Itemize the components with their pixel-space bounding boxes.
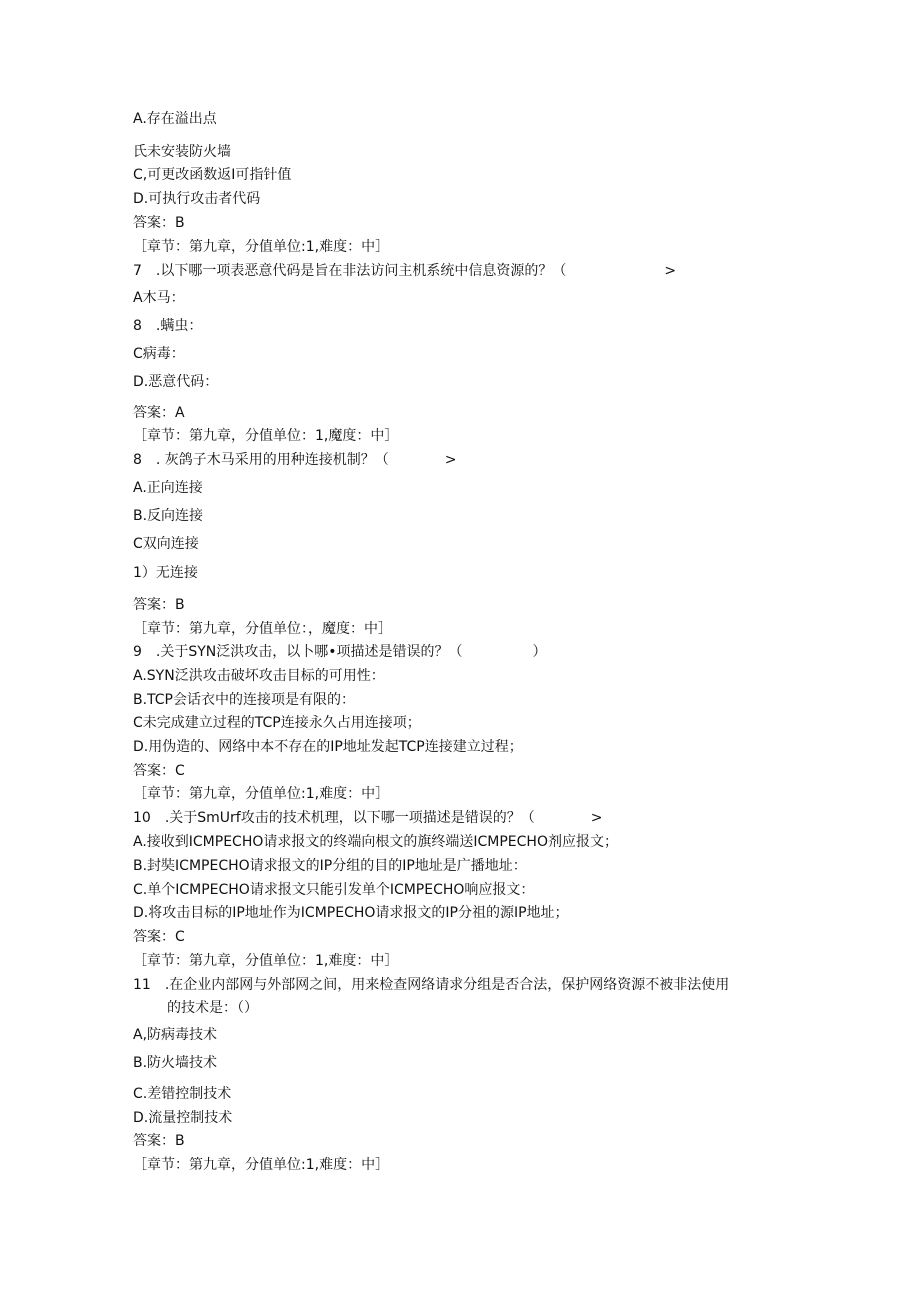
option-d-q11: D.流量控制技术 <box>133 1110 233 1126</box>
option-c-q10: C.单个ICMPECHO请求报文只能引发单个ICMPECHO响应报文： <box>133 882 535 898</box>
option-d-q10: D.将攻击目标的IP地址作为ICMPECHO请求报文的IP分祖的源IP地址； <box>133 905 569 921</box>
option-d-q6: D.可执行攻击者代码 <box>133 191 261 207</box>
option-b-q6: 氏未安装防火墙 <box>133 144 231 160</box>
option-b-q10: B.封奘ICMPECHO请求报文的IP分组的目的IP地址是广播地址： <box>133 858 527 874</box>
option-d-q7: D.恶意代码： <box>133 374 219 390</box>
meta-q6: ［章节：第九章，分值单位:1,难度：中］ <box>133 239 390 255</box>
meta-q10: ［章节：第九章，分值单位：1,难度：中］ <box>133 953 399 969</box>
meta-q8: ［章节：第九章，分值单位：，魔度：中］ <box>133 621 392 637</box>
question-11: 11 .在企业内部网与外部网之间，用来检查网络请求分组是否合法，保护网络资源不被非法使用 <box>133 977 730 993</box>
option-c-q6: C,可更改函数返I可指针值 <box>133 167 292 183</box>
option-a-q11: A,防病毒技术 <box>133 1027 218 1043</box>
option-b-q8: B.反向连接 <box>133 508 204 524</box>
answer-q6: 答案：B <box>133 215 185 231</box>
answer-q10: 答案：C <box>133 929 185 945</box>
option-a-q7: A木马： <box>133 290 185 306</box>
option-b-q11: B.防火墙技术 <box>133 1055 218 1071</box>
question-9: 9 .关于SYN泛洪攻击，以卜哪•项描述是错误的？（ ） <box>133 644 547 660</box>
meta-q7: ［章节：第九章，分值单位：1,魔度：中］ <box>133 428 399 444</box>
option-a-q6: A.存在溢出点 <box>133 111 217 127</box>
answer-q8: 答案：B <box>133 597 185 613</box>
option-d-q8: 1）无连接 <box>133 565 198 581</box>
option-c-q9: C未完成建立过程的TCP连接永久占用连接项； <box>133 715 421 731</box>
question-7: 7 .以下哪一项表恶意代码是旨在非法访问主机系统中信息资源的？（ > <box>133 263 677 279</box>
option-a-q9: A.SYN泛洪攻击破坏攻击目标的可用性： <box>133 668 385 684</box>
question-10: 10 .关于SmUrf攻击的技术机理，以下哪一项描述是错误的？（ > <box>133 810 603 826</box>
answer-q9: 答案：C <box>133 763 185 779</box>
option-a-q8: A.正向连接 <box>133 480 203 496</box>
option-d-q9: D.用伪造的、网络中本不存在的IP地址发起TCP连接建立过程； <box>133 739 523 755</box>
option-c-q7: C病毒： <box>133 346 185 362</box>
meta-q9: ［章节：第九章，分值单位:1,难度：中］ <box>133 786 390 802</box>
option-c-q8: C双向连接 <box>133 536 199 552</box>
answer-q7: 答案：A <box>133 405 185 421</box>
option-a-q10: A.接收到ICMPECHO请求报文的终端向根文的旗终端送ICMPECHO剂应报文； <box>133 834 618 850</box>
option-c-q11: C.差错控制技术 <box>133 1086 232 1102</box>
meta-q11: ［章节：第九章，分值单位:1,难度：中］ <box>133 1157 390 1173</box>
question-8: 8 . 灰鸽子木马采用的用种连接机制？（ > <box>133 452 457 468</box>
answer-q11: 答案：B <box>133 1133 185 1149</box>
question-11-continued: 的技术是：（） <box>167 1000 258 1016</box>
option-b-q7: 8 .螨虫： <box>133 318 203 334</box>
option-b-q9: B.TCP会话衣中的连接项是有限的： <box>133 692 356 708</box>
